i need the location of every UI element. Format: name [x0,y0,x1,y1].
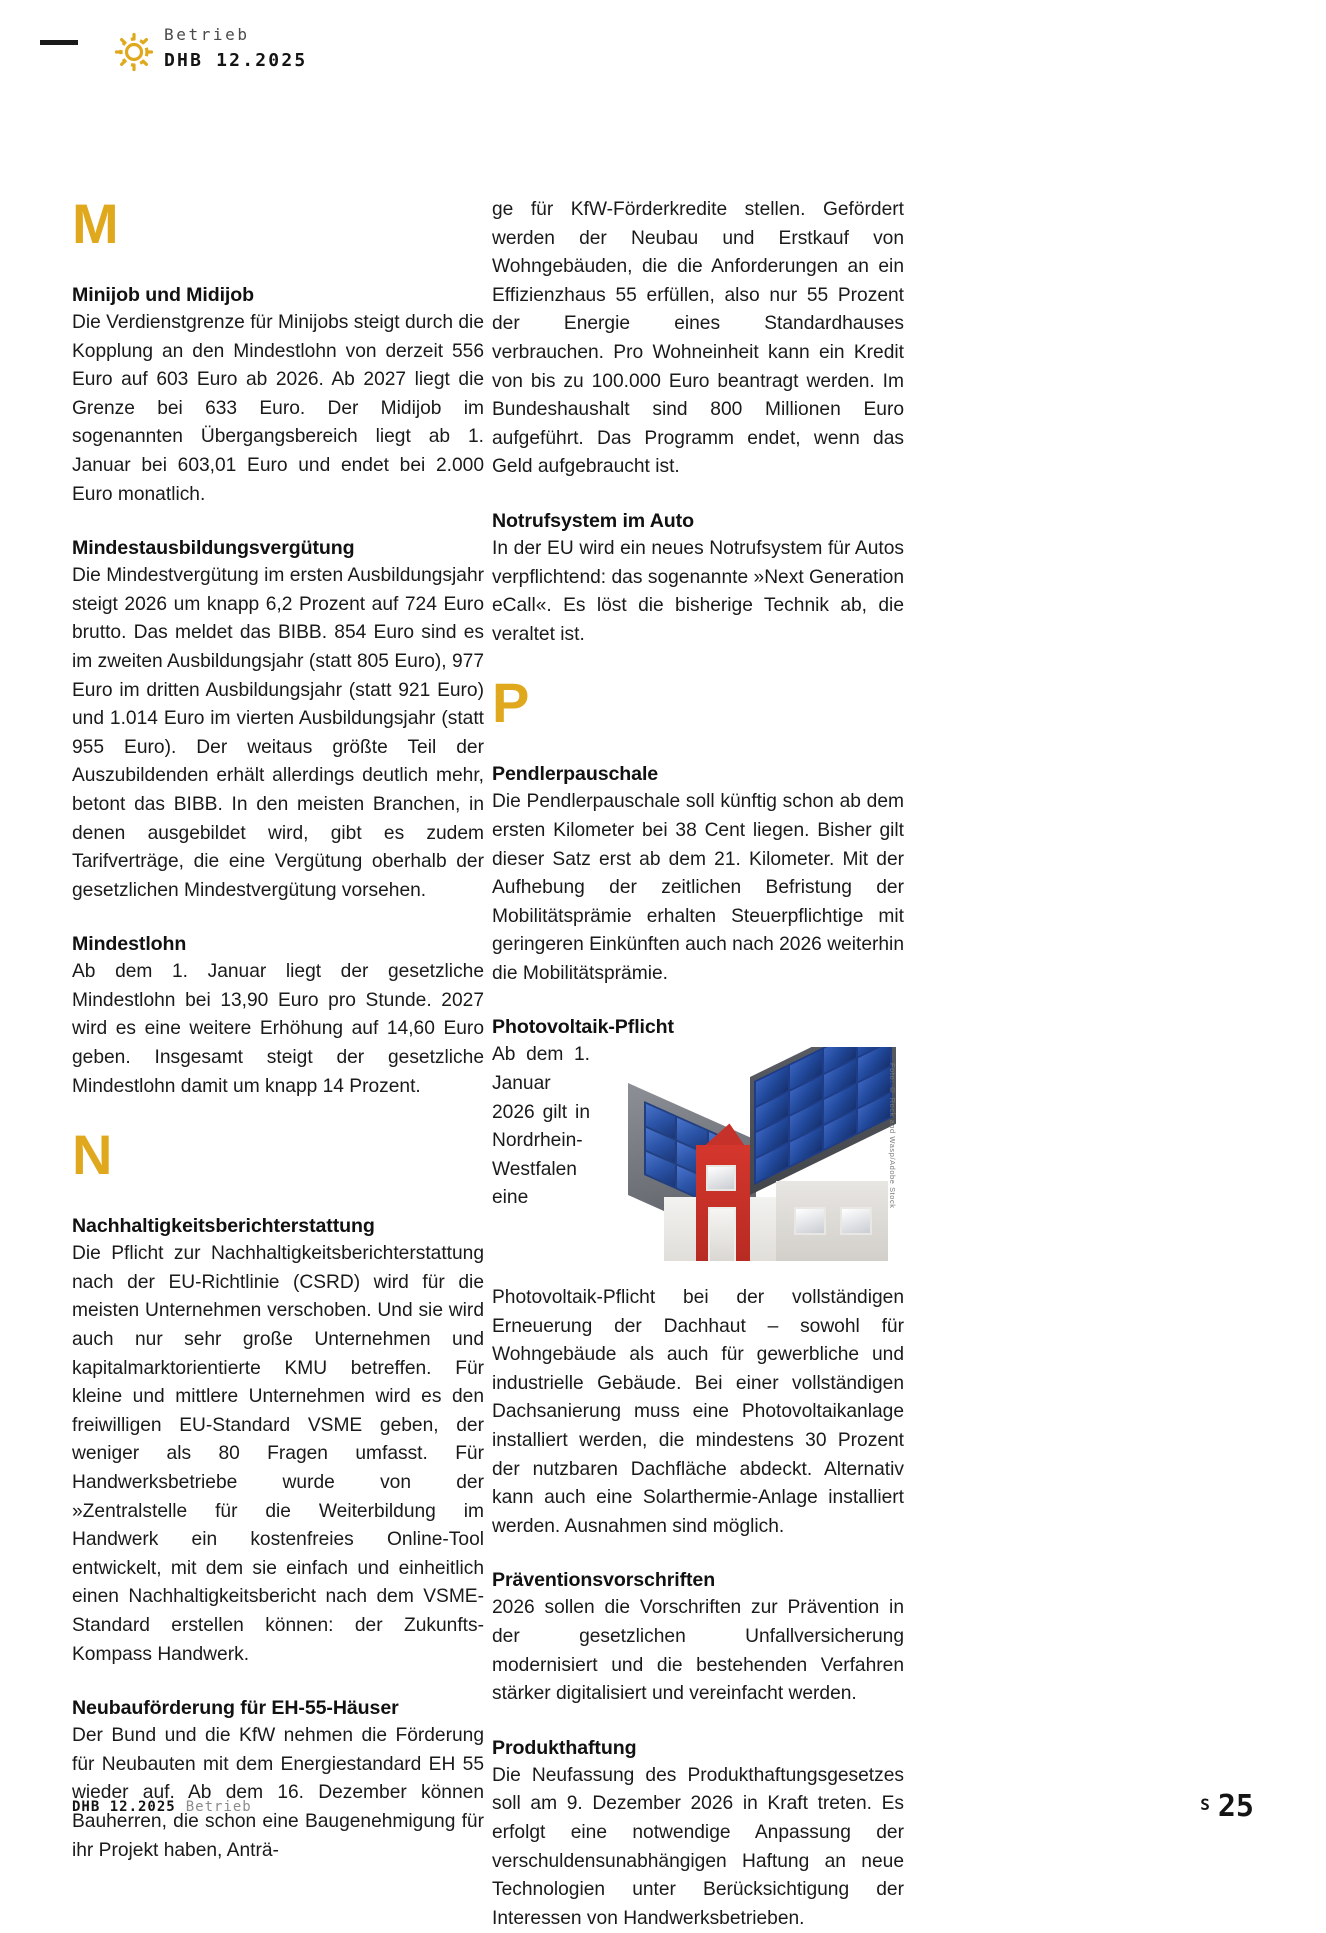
photo-credit: Foto: © Rock and Wasp/Adobe Stock [888,1063,897,1210]
section-heading-produkthaftung: Produkthaftung [492,1736,637,1759]
section-heading-nachhaltigkeitsberichterstattung: Nachhaltigkeitsberichterstattung [72,1215,375,1238]
footer-left-block [72,1799,252,1815]
section-heading-notrufsystem: Notrufsystem im Auto [492,509,694,532]
page-footer [72,1789,1254,1829]
section-heading-neubaufoerderung: Neubauförderung für EH-55-Häuser [72,1697,399,1720]
section-body-neubaufoerderung-continued: ge für KfW-Förderkredite stellen. Gefördert werden der Neubau und Erstkauf von Wohngebäuden, die die Anforderungen an ein Effizienzhaus 55 erfüllen, also nur 55 Prozent der Energie eines Standardhauses verbrauchen. Pro Wohneinheit kann ein Kredit von bis zu 100.000 Euro beantragt werden. Im Bundeshaushalt sind 800 Millionen Euro aufgeführt. Das Programm endet, wenn das Geld aufgebraucht ist. [492,199,904,478]
section-body-praeventionsvorschriften: 2026 sollen die Vorschriften zur Prävention in der gesetzlichen Unfallversicherung modernisiert und die bestehenden Verfahren stärker digitalisiert und vereinfacht werden. [492,1597,904,1705]
section-body-produkthaftung: Die Neufassung des Produkthaftungsgesetzes soll am 9. Dezember 2026 in Kraft treten. Es erfolgt eine notwendige Anpassung der verschuldensunabhängigen Haftung an neue Technologien unter Berücksichtigung der Interessen von Handwerksbetrieben. [492,1764,904,1929]
section-heading-mindestausbildungsverguetung: Mindestausbildungsvergütung [72,537,355,560]
section-heading-minijob: Minijob und Midijob [72,284,255,306]
dropcap-n: N [72,1123,112,1187]
footer-right-block [1200,1789,1254,1824]
header-issue: DHB 12.2025 [164,50,308,71]
section-heading-praeventionsvorschriften: Präventionsvorschriften [492,1569,716,1592]
section-body-mindestausbildungsverguetung: Die Mindestvergütung im ersten Ausbildungsjahr steigt 2026 um knapp 6,2 Prozent auf 724 Euro brutto. Das meldet das BIBB. 854 Euro sind es im zweiten Ausbildungsjahr (statt 805 Euro), 977 Euro im dritten Ausbildungsjahr (statt 921 Euro) und 1.014 Euro im vierten Ausbildungsjahr (statt 955 Euro). Der weitaus größte Teil der Auszubildenden erhält allerdings deutlich mehr, betont das BIBB. In den meisten Branchen, in denen ausgebildet wird, gibt es zudem Tarifverträge, die eine Vergütung oberhalb der gesetzlichen Mindestvergütung vorsehen. [72,565,484,901]
house-window-upper [706,1165,736,1191]
gear-icon [112,30,156,74]
right-column [492,196,904,1933]
dropcap-m: M [72,192,118,255]
section-body-minijob: Die Verdienstgrenze für Minijobs steigt durch die Kopplung an den Mindestlohn von derzeit 556 Euro auf 603 Euro ab 2026. Ab 2027 liegt die Grenze bei 633 Euro. Der Midijob im sogenannten Übergangsbereich liegt ab 1. Januar bei 603,01 Euro und endet bei 2.000 Euro monatlich. [72,312,484,505]
footer-section: Betrieb [185,1799,252,1815]
header-rule [40,40,78,45]
section-heading-photovoltaik-pflicht: Photovoltaik-Pflicht [492,1016,674,1039]
header-title-block [164,24,307,73]
house-door [708,1207,736,1265]
section-heading-mindestlohn: Mindestlohn [72,933,187,956]
header-kicker: Betrieb [164,25,250,44]
section-body-mindestlohn: Ab dem 1. Januar liegt der gesetzliche Mindestlohn bei 13,90 Euro pro Stunde. 2027 wird es eine weitere Erhöhung auf 14,60 Euro geben. Insgesamt steigt der gesetzliche Mindestlohn damit um knapp 14 Prozent. [72,961,484,1097]
page-header [40,25,1286,98]
page-number-prefix: S [1200,1795,1211,1814]
left-column [72,192,484,1865]
section-body-pendlerpauschale: Die Pendlerpauschale soll künftig schon ab dem ersten Kilometer bei 38 Cent liegen. Bisher gilt dieser Satz erst ab dem 21. Kilometer. Mit der Aufhebung der zeitlichen Befristung der Mobilitätsprämie erhalten Steuerpflichtige mit geringeren Einkünften auch nach 2026 weiterhin die Mobilitätsprämie. [492,791,904,984]
photo-house-with-solar-panels [604,1047,904,1277]
page-number: 25 [1217,1789,1254,1824]
photo-ground [604,1261,904,1277]
section-body-neubaufoerderung: Der Bund und die KfW nehmen die Förderung für Neubauten mit dem Energiestandard EH 55 wieder auf. Ab dem 16. Dezember können Bauherren, die schon eine Baugenehmigung für ihr Projekt haben, Anträ- [72,1725,484,1861]
dropcap-p: P [492,671,529,735]
section-heading-pendlerpauschale: Pendlerpauschale [492,763,659,786]
photo-canvas [604,1047,904,1277]
section-body-photovoltaik-pflicht: Ab dem 1. Januar 2026 gilt in Nordrhein-Westfalen eine Photovoltaik-Pflicht bei der vollständigen Erneuerung der Dachhaut – sowohl für Wohngebäude als auch für gewerbliche und industrielle Gebäude. Bei einer vollständigen Dachsanierung muss eine Photovoltaikanlage installiert werden, die mindestens 30 Prozent der nutzbaren Dachfläche abdeckt. Alternativ kann auch eine Solarthermie-Anlage installiert werden. Ausnahmen sind möglich. [492,1044,904,1537]
section-body-notrufsystem: In der EU wird ein neues Notrufsystem für Autos verpflichtend: das sogenannte »Next Generation eCall«. Es löst die bisherige Technik ab, die veraltet ist. [492,537,904,645]
footer-issue: DHB 12.2025 [72,1799,176,1815]
house-window-side-1 [794,1207,826,1235]
house-window-side-2 [840,1207,872,1235]
section-body-nachhaltigkeitsberichterstattung: Die Pflicht zur Nachhaltigkeitsberichterstattung nach der EU-Richtlinie (CSRD) wird für die meisten Unternehmen verschoben. Und sie wird auch nur sehr große Unternehmen und kapitalmarktorientierte KMU betreffen. Für kleine und mittlere Unternehmen wird es den freiwilligen EU-Standard VSME geben, der weniger als 80 Fragen umfasst. Für Handwerksbetriebe wurde von der »Zentralstelle für die Weiterbildung im Handwerk ein kostenfreies Online-Tool entwickelt, mit dem sie einfach und einheitlich einen Nachhaltigkeitsbericht nach dem VSME-Standard erstellen können: der Zukunfts-Kompass Handwerk. [72,1243,484,1665]
